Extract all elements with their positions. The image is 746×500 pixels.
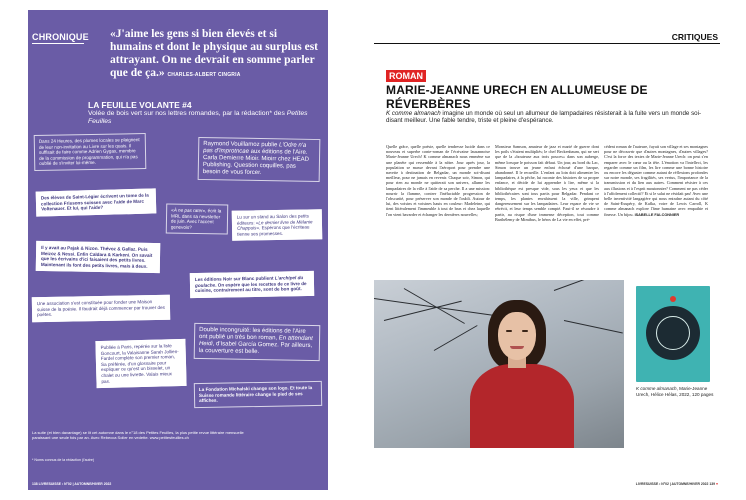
rubric-chronique: CHRONIQUE (32, 32, 89, 42)
quote-text: «J'aime les gens si bien élevés et si humains et dont le physique au surplus est attrayant. On ne devrait en somme parler que de ça.» (110, 28, 319, 79)
gossip-box-10 (95, 339, 186, 388)
feuille-volante-subtitle (88, 110, 313, 126)
photo-eye (506, 330, 512, 332)
photo-smile (510, 346, 524, 349)
rubric-rule (374, 43, 720, 44)
right-page (374, 10, 720, 490)
article-column-2: Monsieur Samson, amateur de jazz et marié de guerre dont les poils s'étaient multipliés; le chef Beckenbaum, qui ne sert que de la «bouteuse aux trois pouces» dans son auberge, même lorsque le poisson fait défaut. Un jour, au bord du Lac, Simon trouve un jeune enfant échoué d'une barque, abandonné. Il le recueille. L'enfant au loin doit alimenter les lampadaires, à la pêche, lui raconte des histoires de sa propre enfance, et décide de lui apprendre à lire, même si la bibliothèque est presque vide, sous les yeux et que les bibliothécaires sont tous partis pour Belgadar. Pendant ce temps, les plantes envahissent la ville, grimpent dangereusement sur les lampadaires. Leur espace de vie se rétrécit, et leur temps semble compté. Faut-il se résoudre à partir, au risque d'une immense déception, tout comme Barthélemy de Mimibus, le héros de La vie en effet, pré- (495, 144, 599, 222)
genre-tag: ROMAN (386, 70, 426, 82)
gossip-box-4 (166, 203, 229, 234)
gossip-box-9 (194, 323, 321, 361)
epigraph-quote (110, 28, 322, 82)
chronique-footnote: La suite (et bien davantage) se lit cet automne dans le n°18 des Petites Feuilles, la plus petite revue littéraire mensuelle paraissant une seule fois par an. Avec Rebecca Solier en vedette. www.petitesfeuilles.ch (32, 430, 244, 440)
left-page (28, 10, 328, 490)
article-author: ISABELLE FALCONNIER (634, 212, 680, 217)
folio-left: 138 LIVRESUISSE • N°02 | AUTOMNE/HIVER 2022 (32, 482, 112, 486)
box-text: », écrit la MRL dans sa newsletter de juin. Avec l'accent genevois? (170, 208, 222, 230)
box-text: . On espère que les recettes de ce livre de cuisine, contrairement au titre, sont de bon goût. (195, 280, 307, 294)
author-photo (374, 280, 624, 448)
rubric-underline (32, 43, 84, 44)
article-column-3 (604, 144, 708, 218)
gossip-box-6 (36, 241, 161, 274)
box-text: aux éditions de l'Aire. Carla Demierre Mioir. Mioirr chez HEAD Publishing. Question coquilles, pas besoin de vous forcer. (202, 148, 310, 177)
article-standfirst (386, 110, 710, 125)
book-caption (636, 386, 716, 397)
subtitle-text: Volée de bois vert sur nos lettres romandes, par la rédaction* des (88, 110, 285, 117)
gossip-box-1 (34, 133, 147, 171)
photo-branch (554, 280, 620, 291)
photo-branch (434, 325, 478, 351)
box-text: « (171, 207, 174, 213)
box-text: ». Espérons que l'écriteau tienne ses promesses. (237, 224, 310, 237)
photo-branch (564, 320, 623, 333)
photo-face (498, 312, 536, 360)
chronique-panel (28, 10, 328, 490)
gossip-box-2 (198, 137, 321, 182)
box-text: Une association s'est constituée pour fonder une Maison suisse de la poésie. Il faudrait déjà commencer par trouver des poètes. (36, 299, 165, 318)
box-italic: L'archipel du goulache (194, 275, 304, 288)
article-headline: MARIE-JEANNE URECH EN ALLUMEUSE DE RÉVERBÈRES (386, 83, 648, 111)
box-text: Publiée à Paris, repérée sur la liste Goncourt, la Valaisanne Sarah Jollien-Fardel complète son premier roman, Sa préférée, d'un glossaire pour expliquer ce qu'est un bisselet, un chalet ou une livrette. Valais mieux pas. (100, 343, 179, 384)
box-text: Il y avait au Pajak & Nizon. Thévoz & Gallaz. Puis Meizoz & Nessi. Enfin Caldara & Karkeni. On savait que les écrivains d'ici faisaient des petits livres. Maintenant ils font des petits livres, mais à deux. (40, 245, 153, 269)
feuille-volante-title: LA FEUILLE VOLANTE #4 (88, 100, 192, 110)
box-text: Lu sur un stand au Salon des petits éditeurs: « (236, 213, 309, 226)
box-text: Des élèves de Saint-Légier écrivent un tome de la collection Frissons suisses avec l'aide de Marc Voltenauer. Et lui, qui l'aide? (40, 192, 149, 212)
book-title: K comme almanach (636, 386, 677, 391)
article-column-1: Quelle grâce, quelle poésie, quelle tendresse lucide dans ce nouveau et superbe conte-roman de l'écrivaine lausannoise Marie-Jeanne Urech! K comme almanach nous emmène sur une planète qui ressemble à la nôtre. Jour après jour, la population se masse devant l'aéroport pour prendre une navette à destination de Belgadar, un monde soi-disant meilleur, pour ne jamais en revenir. Chaque soir, Simon, qui pour rien au monde ne quitterait son univers, allume les lampadaires de la ville à l'aide de sa perche. Il a une mission: nourrir la flamme, contrer l'inéluctable progression de l'obscurité, pour préserver son monde de l'oubli. Autour de lui, des voisins et voisines hauts en couleur: Madeleine, qui tient littéralement l'immeuble à tout de bras et chez laquelle l'on vient bavarder et échanger les dernières nouvelles; (386, 144, 490, 217)
rubric-critiques: CRITIQUES (671, 32, 718, 42)
box-italic: En attendant Heidi (198, 335, 313, 348)
box-text: , d'Isabel García Gomez. Par ailleurs, la couverture est belle. (198, 341, 313, 356)
photo-branch (384, 301, 462, 321)
heart-icon: ♥ (715, 482, 718, 486)
standfirst-title: K comme almanach (386, 110, 441, 117)
folio-right (636, 482, 718, 486)
box-text: Raymond Vouillamoz publie (203, 141, 278, 149)
box-italic: L'Odre n'a pas d'ïmprotncae (203, 142, 307, 155)
book-cover (636, 286, 710, 382)
photo-red-coat (470, 364, 574, 448)
column-text: cédent roman de l'auteure, fuyait son village et ses montagnes pour ne découvrir que d'autres montagnes, d'autres villages? C'est la force des textes de Marie-Jeanne Urech: on peut s'en emparer avec le cœur ou la tête. L'émotion va l'intellect, les regarder comme un film, les lire comme une bonne histoire ou encore les déguster comme autant de réflexions profondes sur notre monde, ses fragilités, ses vertus, l'importance de la transmission et du lien aux autres. Comment résister à ces aux illusions et à l'esprit moutonnier? Comment ne pas céder à l'affolement collectif? Et si le salut ne résidait pas! Avec une belle inventivité langagière qui nous entraîne autant du côté de Saint-Exupéry, de Kafka, voire de Lewis Carroll, K comme almanach explore l'âme humaine avec empathie et finesse. Un bijou. (604, 144, 708, 217)
standfirst-text: imagine un monde où seul un allumeur de lampadaires résisterait à la fuite vers un monde soi-disant meilleur. Une fable tendre, triste et pleine d'espérance. (386, 110, 702, 125)
chronique-footnote-2: * Noms connus de la rédaction (l'autre) (32, 458, 95, 462)
gossip-box-8 (32, 295, 170, 322)
box-italic: À ne pas rater (173, 207, 203, 214)
box-italic: Le dernier livre de Mélanie Chappuis (237, 218, 313, 231)
book-details: , Marie-Jeanne Urech, Hélice Hélas, 2022, 120 pages (636, 386, 714, 397)
book-cover-dot (670, 296, 676, 302)
box-text: Dans 24 Heures, des plumes locales se plaignent de leur non-invitation au Livre sur les quais. Il suffisait de faire comme Adrien Gygax, membre de la commission de programmation, qui n'a pas oublié de s'inviter lui-même. (38, 137, 140, 167)
box-text: Les éditions Noir sur Blanc publient (194, 275, 274, 282)
box-text: La Fondation Michalski change son logo. Et toute la Suisse romande littéraire change le pied de ses affiches. (198, 385, 313, 404)
photo-branch (404, 288, 465, 324)
gossip-box-3 (36, 188, 157, 216)
folio-text: LIVRESUISSE • N°02 | AUTOMNE/HIVER 2022 139 (635, 482, 716, 486)
box-text: Double incongruité: les éditions de l'Aire ont publié un très bon roman, (199, 326, 306, 342)
book-cover-ring (656, 316, 690, 350)
quote-author: CHARLES-ALBERT CINGRIA (167, 72, 241, 78)
gossip-box-11 (194, 381, 322, 408)
gossip-box-5 (232, 209, 323, 241)
gossip-box-7 (190, 271, 314, 298)
subtitle-italic: Petites Feuilles (88, 110, 308, 125)
photo-eye (522, 330, 528, 332)
